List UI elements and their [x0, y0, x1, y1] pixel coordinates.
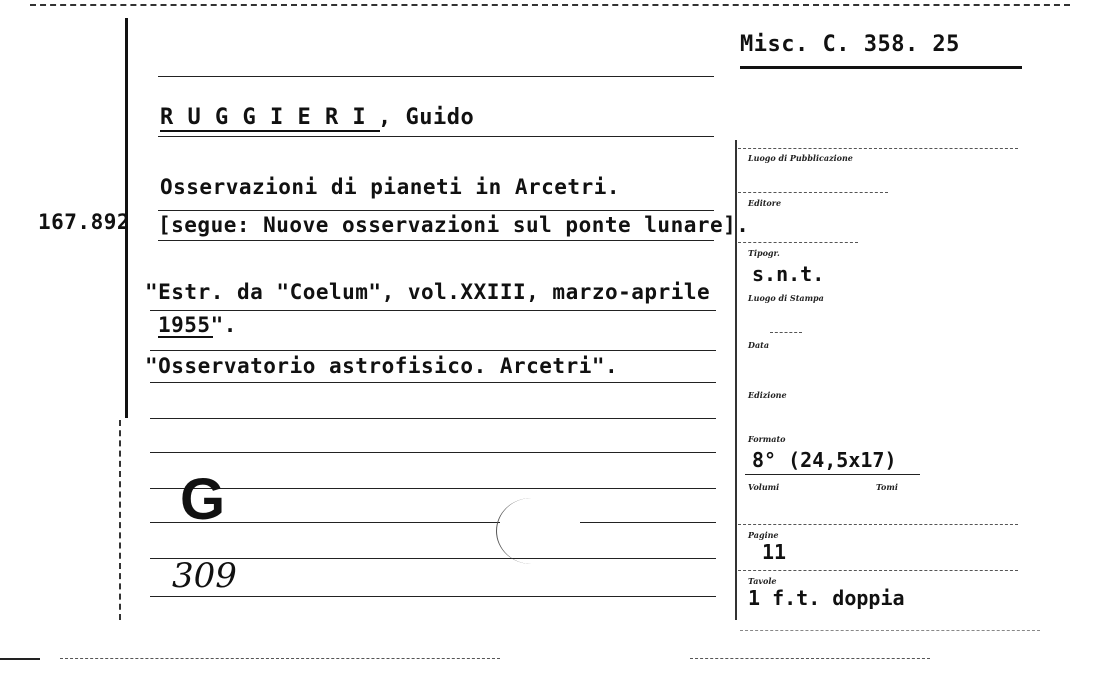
title-line-1: Osservazioni di pianeti in Arcetri. — [160, 175, 621, 199]
tavole-value: 1 f.t. doppia — [748, 586, 905, 610]
author-given-name: , Guido — [378, 105, 475, 130]
formato-value: 8° (24,5x17) — [752, 448, 897, 472]
header-rule — [158, 76, 714, 77]
handwritten-number: 309 — [172, 556, 237, 596]
bottom-border-left — [0, 658, 40, 660]
title-line-2: [segue: Nuove osservazioni sul ponte lunare]. — [158, 213, 750, 237]
sidebar-rule-5 — [738, 524, 1018, 525]
luogo-pubblicazione-label: Luogo di Pubblicazione — [748, 153, 853, 163]
bottom-border-mid — [60, 658, 500, 659]
empty-rule-6 — [150, 596, 716, 597]
empty-rule-2 — [150, 452, 716, 453]
data-label: Data — [748, 340, 769, 350]
note-line-1: "Estr. da "Coelum", vol.XXIII, marzo-aprile — [145, 280, 711, 304]
edizione-label: Edizione — [748, 390, 787, 400]
empty-rule-4b — [580, 522, 716, 523]
tavole-label: Tavole — [748, 576, 777, 586]
sidebar-rule-1 — [738, 148, 1018, 149]
note-rule-2 — [150, 350, 716, 351]
note-line-3: "Osservatorio astrofisico. Arcetri". — [145, 354, 619, 378]
luogo-stampa-label: Luogo di Stampa — [748, 293, 824, 303]
classification-number: 167.892 — [38, 210, 131, 234]
sidebar-rule-2 — [738, 192, 888, 193]
sidebar-rule-4 — [770, 332, 802, 333]
bottom-right-dashes — [740, 630, 1040, 631]
sidebar-rule-6 — [738, 570, 1018, 571]
shelfmark: Misc. C. 358. 25 — [740, 32, 960, 57]
sidebar-rule-3 — [738, 242, 858, 243]
volumi-label: Volumi — [748, 482, 780, 492]
title-rule-1 — [158, 210, 714, 211]
formato-rule — [745, 474, 920, 475]
author-rule — [158, 136, 714, 137]
pagine-value: 11 — [762, 540, 787, 564]
empty-rule-3 — [150, 488, 716, 489]
note-rule-1 — [150, 310, 716, 311]
author-surname: R U G G I E R I — [160, 105, 367, 130]
bottom-border-right — [690, 658, 930, 659]
tipogr-value: s.n.t. — [752, 262, 825, 286]
title-rule-2 — [158, 240, 714, 241]
editore-label: Editore — [748, 198, 782, 208]
note-underline-year — [158, 336, 213, 338]
pagine-label: Pagine — [748, 530, 779, 540]
left-margin-line-lower — [119, 420, 121, 620]
author-underline — [160, 130, 380, 132]
note-rule-3 — [150, 382, 716, 383]
formato-label: Formato — [748, 434, 786, 444]
tipogr-label: Tipogr. — [748, 248, 780, 258]
tomi-label: Tomi — [876, 482, 898, 492]
shelfmark-underline — [740, 66, 1022, 69]
sidebar-divider — [735, 140, 737, 620]
empty-rule-1 — [150, 418, 716, 419]
note-line-2: 1955". — [158, 313, 237, 337]
punch-hole — [496, 498, 567, 564]
top-border — [30, 4, 1070, 6]
stamp-letter: G — [180, 467, 226, 532]
